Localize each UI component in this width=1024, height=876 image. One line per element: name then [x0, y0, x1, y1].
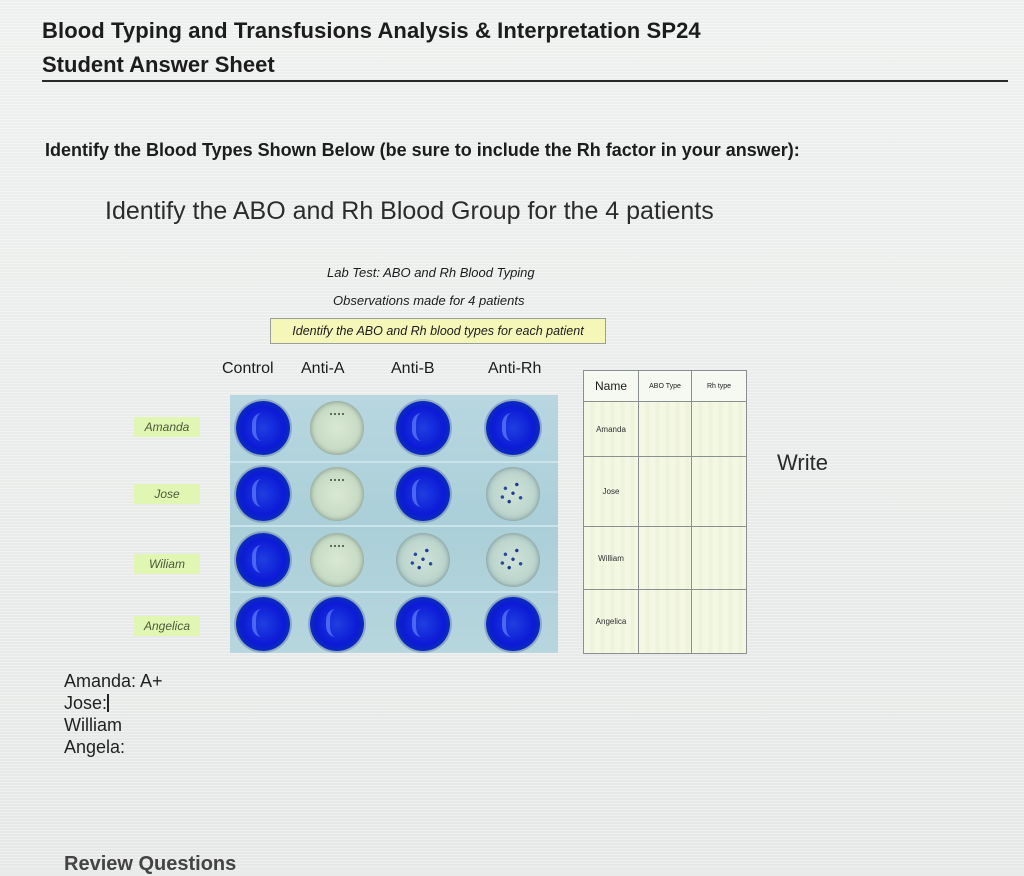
patient-label-jose: Jose [134, 484, 200, 504]
text-cursor [107, 694, 109, 712]
instruction-text: Identify the Blood Types Shown Below (be sure to include the Rh factor in your answer): [45, 140, 800, 160]
table-header-abo-type: ABO Type [639, 371, 692, 402]
table-cell-name: Jose [584, 457, 639, 527]
well-agglutinated [396, 467, 450, 521]
row-separator [230, 461, 558, 463]
answer-jose-text: Jose: [64, 693, 108, 713]
table-cell-abo[interactable] [639, 457, 692, 527]
well-unagglutinated [310, 533, 364, 587]
table-header-rh-type: Rh type [692, 371, 747, 402]
document-subtitle: Student Answer Sheet [42, 52, 275, 77]
column-header-anti-rh: Anti-Rh [488, 360, 542, 377]
well-speckled [486, 533, 540, 587]
answer-table [583, 370, 747, 654]
patient-label-amanda: Amanda [134, 417, 200, 437]
table-row [584, 402, 747, 457]
well-speckled [486, 467, 540, 521]
answer-line-amanda[interactable]: Amanda: A+ [64, 671, 163, 691]
table-header-row [584, 371, 747, 402]
well-agglutinated [236, 467, 290, 521]
well-agglutinated [396, 401, 450, 455]
well-unagglutinated [310, 467, 364, 521]
well-agglutinated [486, 401, 540, 455]
lab-subtitle: Observations made for 4 patients [333, 293, 525, 308]
row-separator [230, 591, 558, 593]
well-unagglutinated [310, 401, 364, 455]
column-header-anti-a: Anti-A [301, 360, 345, 377]
patient-label-wiliam: Wiliam [134, 554, 200, 574]
well-agglutinated [236, 401, 290, 455]
well-speckled [396, 533, 450, 587]
lab-title: Lab Test: ABO and Rh Blood Typing [327, 265, 535, 280]
table-cell-name: William [584, 527, 639, 590]
answer-line-jose[interactable] [64, 692, 163, 714]
answer-line-angela[interactable]: Angela: [64, 737, 126, 757]
patient-label-angelica: Angelica [134, 616, 200, 636]
table-cell-rh[interactable] [692, 457, 747, 527]
answer-line-william[interactable]: William [64, 715, 122, 735]
table-row [584, 457, 747, 527]
table-cell-name: Angelica [584, 590, 639, 654]
lab-instruction: Identify the ABO and Rh blood types for each patient [270, 318, 606, 344]
well-agglutinated [396, 597, 450, 651]
table-row [584, 527, 747, 590]
table-cell-rh[interactable] [692, 527, 747, 590]
well-agglutinated [236, 597, 290, 651]
column-header-control: Control [222, 360, 274, 377]
table-row [584, 590, 747, 654]
well-agglutinated [236, 533, 290, 587]
title-rule [42, 80, 1008, 82]
well-agglutinated [486, 597, 540, 651]
answer-text-area[interactable] [64, 670, 163, 758]
table-cell-rh[interactable] [692, 402, 747, 457]
write-note: Write [777, 450, 828, 475]
table-header-name: Name [584, 371, 639, 402]
table-cell-abo[interactable] [639, 402, 692, 457]
well-agglutinated [310, 597, 364, 651]
table-cell-rh[interactable] [692, 590, 747, 654]
column-header-anti-b: Anti-B [391, 360, 435, 377]
section-heading: Identify the ABO and Rh Blood Group for the 4 patients [105, 197, 714, 225]
table-cell-abo[interactable] [639, 527, 692, 590]
review-questions-heading: Review Questions [64, 853, 237, 875]
blood-typing-image [230, 395, 558, 653]
table-cell-abo[interactable] [639, 590, 692, 654]
row-separator [230, 525, 558, 527]
document-title: Blood Typing and Transfusions Analysis & Interpretation SP24 [42, 18, 701, 43]
table-cell-name: Amanda [584, 402, 639, 457]
